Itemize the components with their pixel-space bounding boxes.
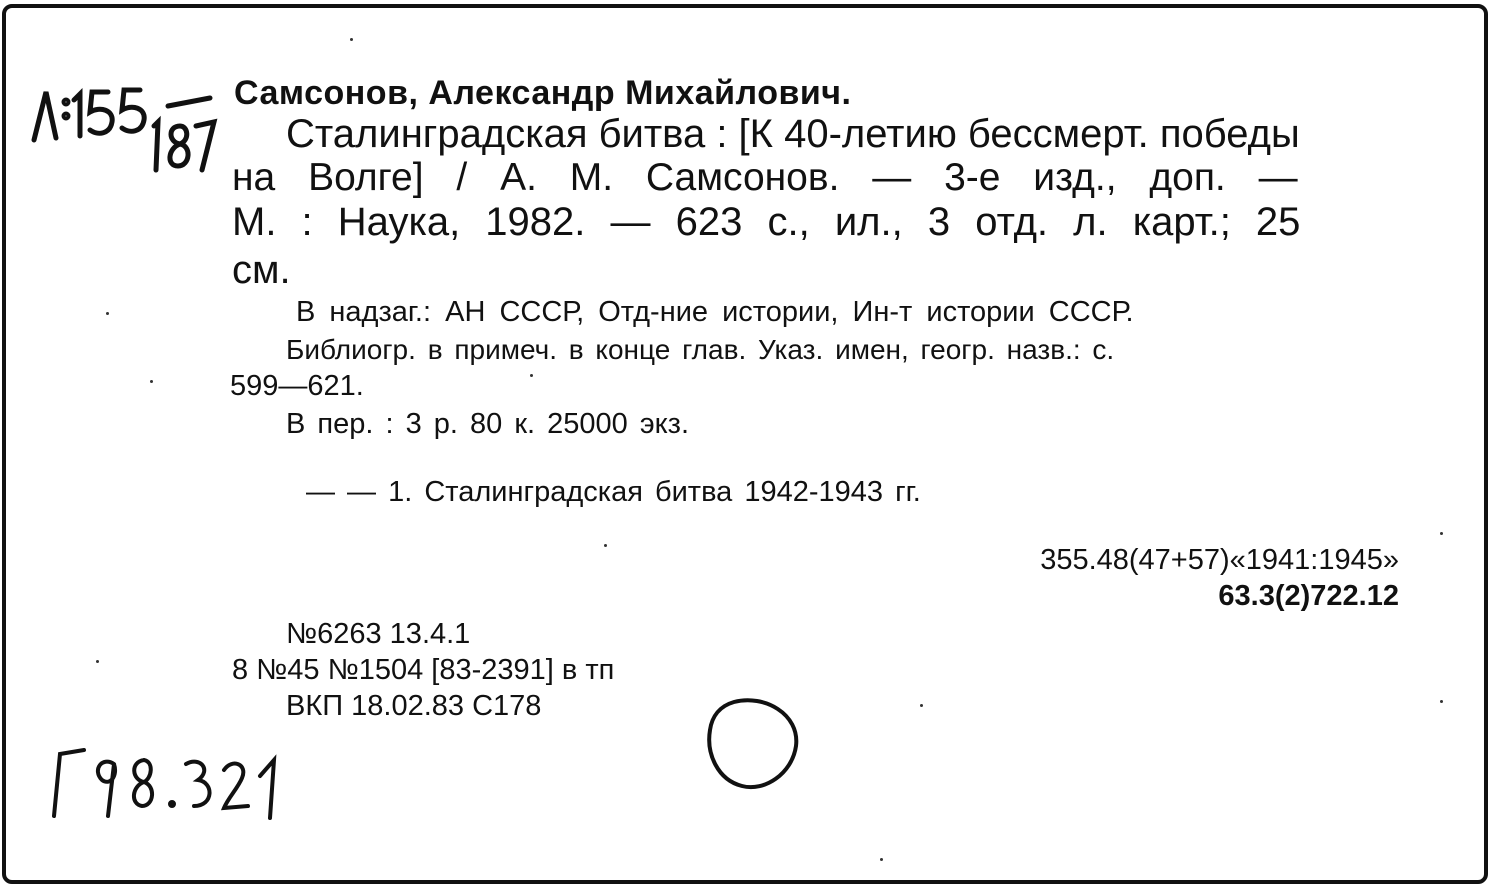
scan-speck bbox=[106, 312, 109, 315]
handwritten-shelf-mark-bottom bbox=[44, 740, 304, 835]
note-line-4: В пер. : 3 р. 80 к. 25000 экз. bbox=[286, 408, 689, 440]
scan-speck bbox=[1440, 532, 1443, 535]
scan-speck bbox=[150, 380, 153, 383]
note-line-3: 599—621. bbox=[230, 370, 364, 402]
punch-hole bbox=[704, 694, 804, 799]
classification-udc: 355.48(47+57)«1941:1945» bbox=[1040, 544, 1399, 576]
classification-bbk: 63.3(2)722.12 bbox=[1218, 580, 1399, 612]
technical-line-1: №6263 13.4.1 bbox=[286, 618, 471, 650]
handwritten-shelf-mark-top bbox=[30, 78, 220, 193]
scan-speck bbox=[1440, 700, 1443, 703]
note-line-1: В надзаг.: АН СССР, Отд-ние истории, Ин-т истории СССР. bbox=[296, 296, 1134, 328]
title-line-1: Сталинградская битва : [К 40-летию бессмерт. победы bbox=[286, 112, 1300, 156]
author-heading: Самсонов, Александр Михайлович. bbox=[234, 74, 852, 112]
scan-speck bbox=[920, 704, 923, 707]
technical-line-2: 8 №45 №1504 [83-2391] в тп bbox=[232, 654, 615, 686]
title-line-4: см. bbox=[232, 248, 291, 292]
scan-speck bbox=[96, 660, 99, 663]
subject-heading: — — 1. Сталинградская битва 1942-1943 гг. bbox=[306, 476, 921, 508]
technical-line-3: ВКП 18.02.83 С178 bbox=[286, 690, 542, 722]
scan-speck bbox=[350, 38, 353, 41]
scan-speck bbox=[604, 544, 607, 547]
title-line-2: на Волге] / А. М. Самсонов. — 3-е изд., доп. — bbox=[232, 156, 1298, 199]
note-line-2: Библиогр. в примеч. в конце глав. Указ. имен, геогр. назв.: с. bbox=[286, 334, 1115, 365]
title-line-3: М. : Наука, 1982. — 623 с., ил., 3 отд. л. карт.; 25 bbox=[232, 200, 1301, 244]
scan-speck bbox=[530, 374, 533, 377]
scan-speck bbox=[880, 858, 883, 861]
